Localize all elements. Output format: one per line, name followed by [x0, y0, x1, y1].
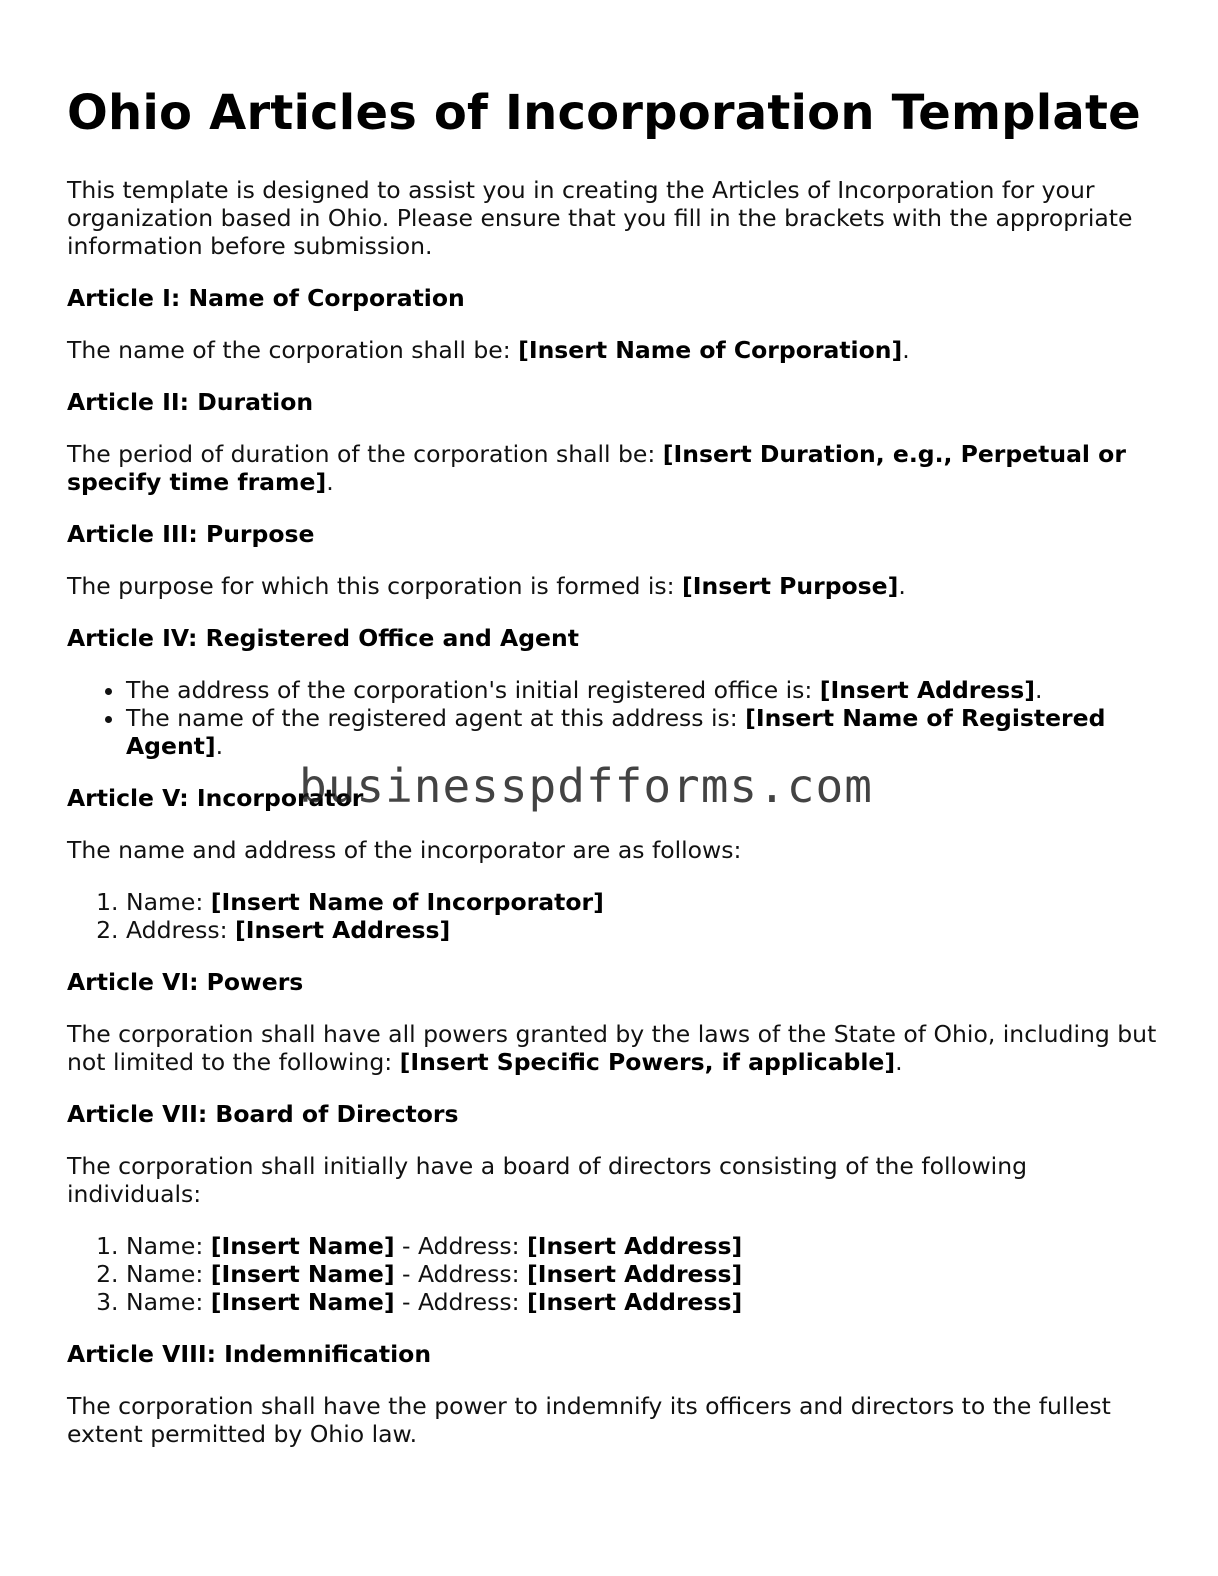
list-item-address-label: - Address: [394, 1288, 527, 1316]
list-item [126, 888, 1157, 916]
list-item-field: [Insert Name of Registered Agent] [126, 704, 1106, 760]
article-3-heading: Article III: Purpose [67, 520, 315, 548]
list-item [126, 676, 1157, 704]
list-item-address-label: - Address: [394, 1232, 527, 1260]
list-item-text: The address of the corporation's initial registered office is: [126, 676, 820, 704]
article-6-field: [Insert Specific Powers, if applicable] [399, 1048, 896, 1076]
article-3-text [67, 572, 1157, 600]
list-item [126, 1232, 1157, 1260]
list-item-label: Address: [126, 916, 235, 944]
list-item-address-field: [Insert Address] [526, 1232, 743, 1260]
article-1-field: [Insert Name of Corporation] [518, 336, 903, 364]
document-title: Ohio Articles of Incorporation Template [67, 85, 1141, 141]
list-item-name-label: Name: [126, 1288, 211, 1316]
list-item-field: [Insert Address] [234, 916, 451, 944]
article-5-list [67, 888, 1157, 944]
list-item-name-label: Name: [126, 1260, 211, 1288]
list-item [126, 704, 1157, 760]
list-item-address-field: [Insert Address] [526, 1260, 743, 1288]
list-item-address-label: - Address: [394, 1260, 527, 1288]
list-item-address-field: [Insert Address] [526, 1288, 743, 1316]
article-6-end: . [895, 1048, 903, 1076]
article-5-text: The name and address of the incorporator are as follows: [67, 836, 742, 864]
article-8-text: The corporation shall have the power to indemnify its officers and directors to the fullest extent permitted by Ohio law. [67, 1392, 1111, 1448]
article-7-list [67, 1232, 1157, 1316]
article-6-body: The corporation shall have all powers granted by the laws of the State of Ohio, including but not limited to the following: [67, 1020, 1157, 1076]
list-item [126, 1288, 1157, 1316]
article-2-field: [Insert Duration, e.g., Perpetual or specify time frame] [67, 440, 1126, 496]
list-item-label: Name: [126, 888, 211, 916]
watermark-text: businesspdfforms.com [299, 759, 873, 813]
list-item [126, 1260, 1157, 1288]
article-3-field: [Insert Purpose] [682, 572, 899, 600]
article-3-body: The purpose for which this corporation is formed is: [67, 572, 683, 600]
intro-paragraph: This template is designed to assist you in creating the Articles of Incorporation for your organization based in Ohio. Please ensure that you fill in the brackets with the appropriate information before submission. [67, 176, 1133, 260]
list-item-end: . [1035, 676, 1043, 704]
list-item-name-field: [Insert Name] [210, 1260, 395, 1288]
article-6-text [67, 1020, 1157, 1076]
list-item-name-label: Name: [126, 1232, 211, 1260]
article-7-heading: Article VII: Board of Directors [67, 1100, 459, 1128]
article-1-heading: Article I: Name of Corporation [67, 284, 465, 312]
article-8-heading: Article VIII: Indemnification [67, 1340, 432, 1368]
list-item-name-field: [Insert Name] [210, 1232, 395, 1260]
article-1-body: The name of the corporation shall be: [67, 336, 519, 364]
article-2-text [67, 440, 1157, 496]
article-1-end: . [902, 336, 910, 364]
article-2-heading: Article II: Duration [67, 388, 314, 416]
article-2-end: . [326, 468, 334, 496]
list-item-field: [Insert Address] [819, 676, 1036, 704]
list-item-name-field: [Insert Name] [210, 1288, 395, 1316]
article-2-body: The period of duration of the corporation shall be: [67, 440, 663, 468]
article-4-heading: Article IV: Registered Office and Agent [67, 624, 579, 652]
article-1-text [67, 336, 1157, 364]
list-item [126, 916, 1157, 944]
list-item-text: The name of the registered agent at this address is: [126, 704, 746, 732]
article-5-heading: Article V: Incorporator [67, 784, 364, 812]
article-7-text: The corporation shall initially have a board of directors consisting of the following individuals: [67, 1152, 1028, 1208]
article-3-end: . [898, 572, 906, 600]
list-item-end: . [215, 732, 224, 760]
list-item-field: [Insert Name of Incorporator] [210, 888, 604, 916]
article-6-heading: Article VI: Powers [67, 968, 304, 996]
article-4-list [67, 676, 1157, 760]
document-page [67, 84, 1157, 1472]
